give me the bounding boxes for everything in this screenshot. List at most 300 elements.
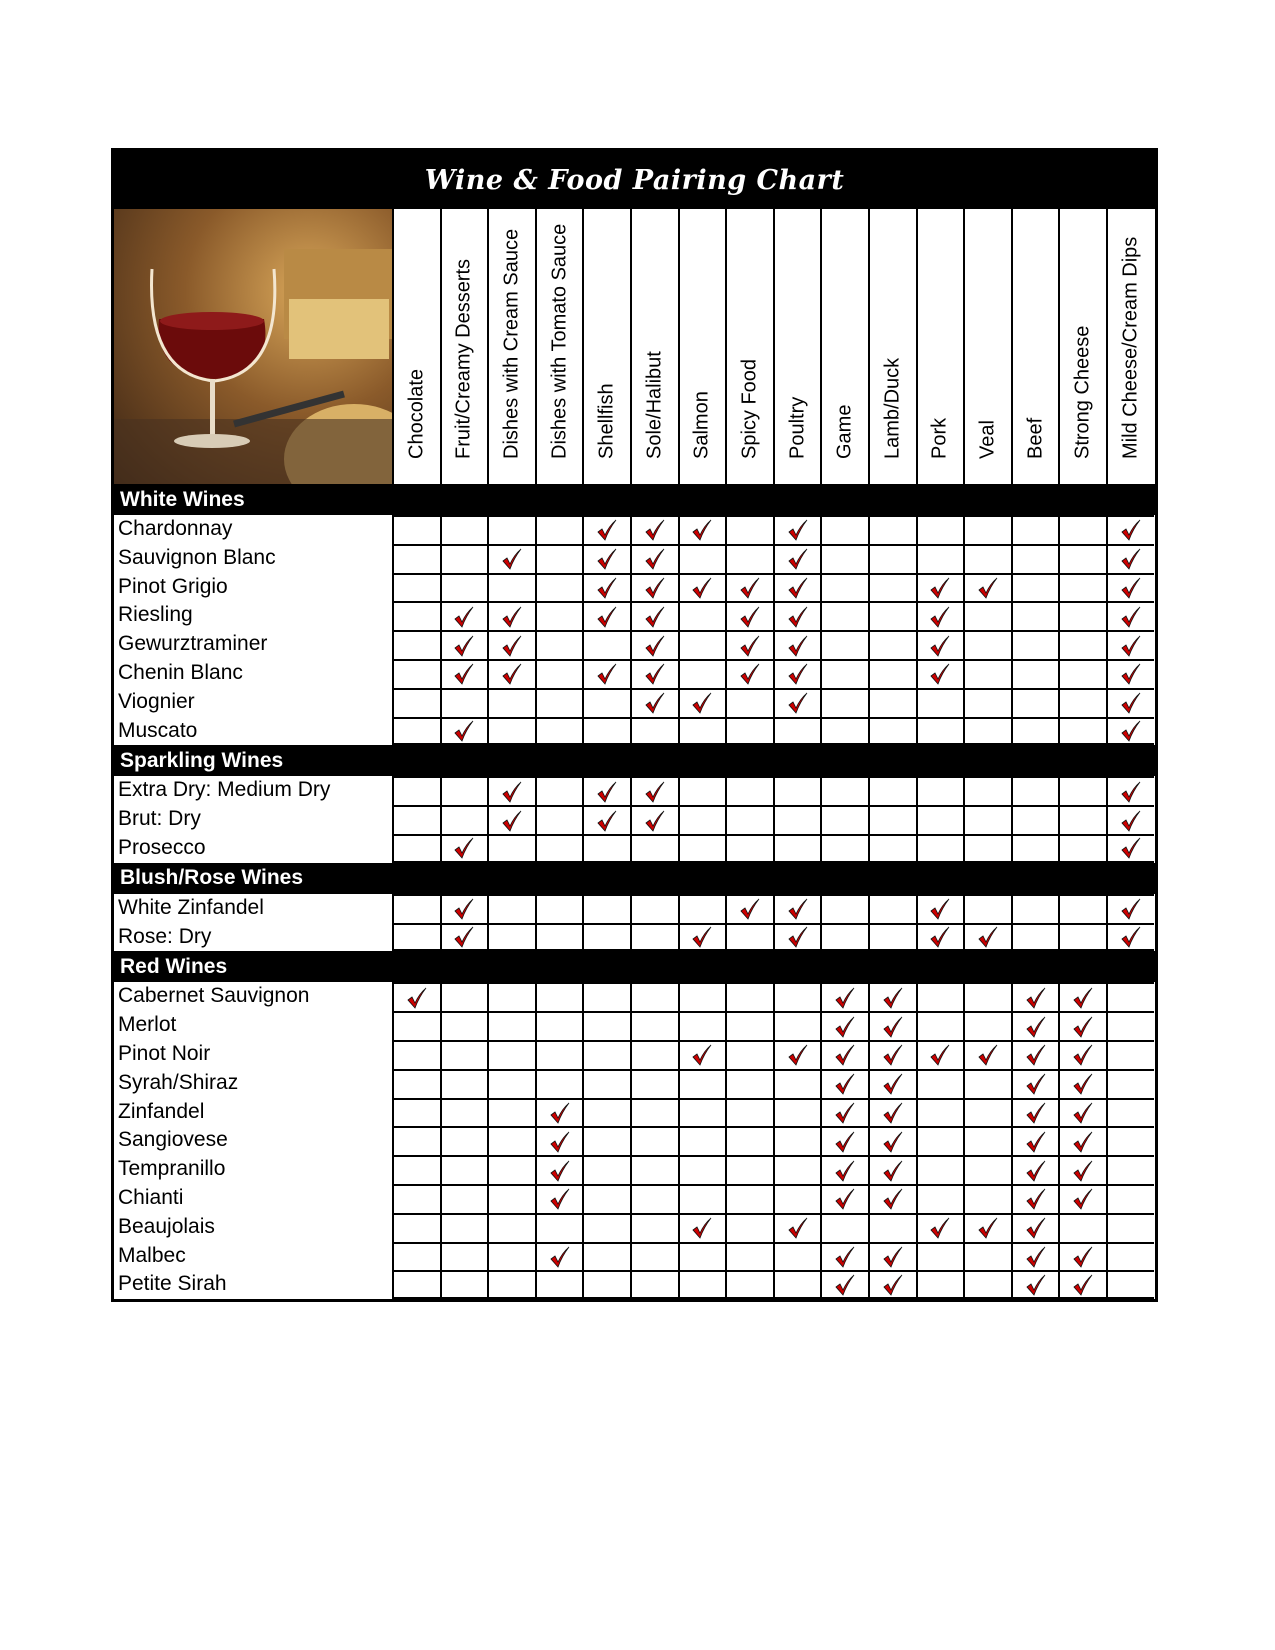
pairing-cell [820,717,868,746]
pairing-cell [582,1011,630,1040]
wine-name: Merlot [118,1013,177,1037]
checkmark-icon [1026,1131,1046,1153]
pairing-cell [392,544,440,573]
pairing-cell [678,1155,726,1184]
pairing-cell [582,659,630,688]
pairing-cell [535,659,583,688]
pairing-cell [392,717,440,746]
pairing-cell [916,923,964,952]
pairing-cell [678,601,726,630]
pairing-cell [630,573,678,602]
checkmark-icon [1121,720,1141,742]
checkmark-icon [550,1246,570,1268]
wine-row-brut-dry [114,805,1155,834]
checkmark-icon [454,926,474,948]
pairing-cell [630,776,678,805]
pairing-cell [868,573,916,602]
pairing-cell [725,1242,773,1271]
pairing-cell [1011,573,1059,602]
pairing-cell [487,601,535,630]
wine-row-viognier [114,688,1155,717]
checkmark-icon [1073,1131,1093,1153]
pairing-cell [440,544,488,573]
pairing-cell [963,982,1011,1011]
pairing-cell [773,1098,821,1127]
checkmark-icon [740,606,760,628]
checkmark-icon [645,692,665,714]
pairing-cell [963,834,1011,863]
checkmark-icon [883,1102,903,1124]
pairing-cell [725,1270,773,1299]
pairing-cell [630,834,678,863]
checkmark-icon [645,810,665,832]
pairing-cell [678,834,726,863]
checkmark-icon [454,720,474,742]
pairing-cell [678,544,726,573]
pairing-cell [630,717,678,746]
pairing-cell [820,1242,868,1271]
food-header-label: Game [833,404,856,459]
pairing-cell [1011,630,1059,659]
wine-rows [114,484,1155,1299]
pairing-cell [535,894,583,923]
wine-row-zinfandel [114,1098,1155,1127]
wine-name: Extra Dry: Medium Dry [118,778,331,802]
wine-row-chardonnay [114,515,1155,544]
pairing-cell [773,1242,821,1271]
pairing-cell [630,601,678,630]
pairing-cell [1011,1270,1059,1299]
pairing-cell [868,1270,916,1299]
wine-name: Chianti [118,1185,184,1209]
pairing-cell [535,717,583,746]
checkmark-icon [1073,1188,1093,1210]
food-header-shellfish [582,209,630,484]
checkmark-icon [1026,1246,1046,1268]
pairing-cell [392,776,440,805]
pairing-cell [916,1184,964,1213]
wine-name: Syrah/Shiraz [118,1070,239,1094]
checkmark-icon [1026,987,1046,1009]
pairing-cell [678,1011,726,1040]
checkmark-icon [645,635,665,657]
pairing-cell [535,601,583,630]
pairing-cell [725,1155,773,1184]
checkmark-icon [645,519,665,541]
pairing-cell [868,923,916,952]
checkmark-icon [788,635,808,657]
checkmark-icon [1073,1274,1093,1296]
pairing-cell [440,515,488,544]
pairing-cell [1058,1213,1106,1242]
pairing-cell [487,982,535,1011]
pairing-cell [535,1270,583,1299]
pairing-cell [1058,688,1106,717]
wine-row-rose-dry [114,923,1155,952]
checkmark-icon [1121,837,1141,859]
wine-name: White Zinfandel [118,895,264,919]
pairing-cell [820,834,868,863]
wine-row-gewurztraminer [114,630,1155,659]
pairing-cell [916,805,964,834]
checkmark-icon [930,606,950,628]
pairing-cell [535,630,583,659]
pairing-cell [773,1155,821,1184]
pairing-cell [582,688,630,717]
pairing-cell [916,776,964,805]
pairing-cell [582,1155,630,1184]
pairing-cell [820,923,868,952]
pairing-cell [725,894,773,923]
food-header-lamb-duck [868,209,916,484]
checkmark-icon [835,1044,855,1066]
pairing-cell [820,544,868,573]
pairing-cell [725,573,773,602]
checkmark-icon [740,635,760,657]
pairing-cell [1011,1213,1059,1242]
pairing-cell [916,544,964,573]
pairing-cell [820,573,868,602]
pairing-cell [678,1184,726,1213]
food-header-strong-cheese [1058,209,1106,484]
pairing-cell [725,1213,773,1242]
pairing-cell [820,1184,868,1213]
pairing-cell [1106,1155,1154,1184]
wine-row-pinot-grigio [114,573,1155,602]
pairing-cell [392,630,440,659]
pairing-cell [916,1040,964,1069]
pairing-cell [392,601,440,630]
checkmark-icon [835,1274,855,1296]
food-header-chocolate [392,209,440,484]
checkmark-icon [454,837,474,859]
pairing-cell [487,688,535,717]
pairing-cell [678,1069,726,1098]
pairing-cell [916,601,964,630]
pairing-cell [630,1011,678,1040]
pairing-cell [582,717,630,746]
pairing-cell [678,1213,726,1242]
pairing-cell [916,982,964,1011]
pairing-cell [392,1242,440,1271]
checkmark-icon [978,1044,998,1066]
pairing-cell [487,1213,535,1242]
wine-row-tempranillo [114,1155,1155,1184]
wine-name: Zinfandel [118,1099,205,1123]
pairing-cell [725,1011,773,1040]
header-row [114,209,1155,484]
pairing-cell [1106,1098,1154,1127]
pairing-cell [582,1184,630,1213]
pairing-cell [582,1242,630,1271]
pairing-cell [820,1155,868,1184]
pairing-cell [773,1213,821,1242]
checkmark-icon [502,810,522,832]
pairing-cell [487,894,535,923]
checkmark-icon [883,1131,903,1153]
pairing-cell [773,544,821,573]
pairing-cell [582,630,630,659]
wine-row-beaujolais [114,1213,1155,1242]
pairing-cell [1058,659,1106,688]
food-header-label: Mild Cheese/Cream Dips [1119,236,1142,459]
pairing-cell [535,834,583,863]
pairing-cell [963,515,1011,544]
pairing-cell [1011,1242,1059,1271]
pairing-cell [868,805,916,834]
pairing-cell [1011,1011,1059,1040]
pairing-cell [820,1040,868,1069]
wine-name: Prosecco [118,835,206,859]
checkmark-icon [930,1217,950,1239]
checkmark-icon [788,606,808,628]
pairing-cell [582,601,630,630]
pairing-cell [820,1011,868,1040]
pairing-cell [773,894,821,923]
checkmark-icon [597,606,617,628]
pairing-cell [440,1011,488,1040]
pairing-cell [1106,894,1154,923]
food-header-label: Lamb/Duck [881,357,904,459]
pairing-cell [868,1069,916,1098]
pairing-cell [916,1011,964,1040]
pairing-cell [773,717,821,746]
pairing-cell [963,717,1011,746]
pairing-cell [487,1069,535,1098]
checkmark-icon [692,519,712,541]
pairing-cell [725,982,773,1011]
checkmark-icon [1026,1044,1046,1066]
pairing-cell [773,923,821,952]
pairing-cell [868,544,916,573]
pairing-cell [535,1184,583,1213]
pairing-cell [630,1242,678,1271]
pairing-cell [773,630,821,659]
wine-row-prosecco [114,834,1155,863]
pairing-cell [1106,776,1154,805]
pairing-cell [440,1040,488,1069]
wine-name: Tempranillo [118,1157,226,1181]
chart-title: Wine & Food Pairing Chart [114,151,1155,209]
pairing-cell [487,834,535,863]
pairing-cell [582,1098,630,1127]
checkmark-icon [1026,1188,1046,1210]
pairing-cell [1106,1242,1154,1271]
pairing-cell [678,1098,726,1127]
checkmark-icon [1121,635,1141,657]
checkmark-icon [1121,663,1141,685]
pairing-cell [630,1098,678,1127]
wine-row-malbec [114,1242,1155,1271]
checkmark-icon [740,663,760,685]
pairing-cell [773,515,821,544]
pairing-cell [630,894,678,923]
food-header-label: Sole/Halibut [643,351,666,459]
pairing-cell [1106,982,1154,1011]
wine-name: Muscato [118,718,198,742]
pairing-cell [1058,834,1106,863]
pairing-cell [1058,1270,1106,1299]
pairing-cell [1106,601,1154,630]
pairing-cell [392,982,440,1011]
pairing-cell [725,1069,773,1098]
food-header-label: Dishes with Cream Sauce [500,228,523,459]
pairing-cell [630,659,678,688]
pairing-cell [1011,982,1059,1011]
checkmark-icon [930,898,950,920]
pairing-cell [392,1126,440,1155]
pairing-cell [1106,630,1154,659]
food-header-label: Veal [976,420,999,459]
pairing-cell [868,601,916,630]
checkmark-icon [835,1016,855,1038]
pairing-cell [1058,544,1106,573]
wine-name: Beaujolais [118,1214,215,1238]
pairing-cell [1058,573,1106,602]
pairing-cell [582,573,630,602]
pairing-cell [535,1242,583,1271]
pairing-cell [820,805,868,834]
pairing-cell [535,1040,583,1069]
checkmark-icon [930,577,950,599]
pairing-cell [1058,717,1106,746]
pairing-cell [1106,1270,1154,1299]
pairing-cell [963,544,1011,573]
pairing-cell [725,1184,773,1213]
pairing-cell [963,1011,1011,1040]
pairing-cell [916,717,964,746]
pairing-cell [773,573,821,602]
food-header-beef [1011,209,1059,484]
checkmark-icon [645,548,665,570]
checkmark-icon [692,577,712,599]
wine-row-merlot [114,1011,1155,1040]
checkmark-icon [550,1160,570,1182]
checkmark-icon [883,1160,903,1182]
wine-row-syrah-shiraz [114,1069,1155,1098]
pairing-cell [582,805,630,834]
pairing-cell [1106,1040,1154,1069]
pairing-cell [582,776,630,805]
pairing-cell [1011,515,1059,544]
pairing-cell [440,1126,488,1155]
wine-row-cabernet-sauvignon [114,982,1155,1011]
checkmark-icon [978,926,998,948]
pairing-cell [678,717,726,746]
wine-name: Sangiovese [118,1128,228,1152]
wine-name: Cabernet Sauvignon [118,984,310,1008]
wine-name: Sauvignon Blanc [118,545,276,569]
checkmark-icon [550,1131,570,1153]
wine-row-sauvignon-blanc [114,544,1155,573]
wine-row-white-zinfandel [114,894,1155,923]
wine-row-muscato [114,717,1155,746]
pairing-cell [440,776,488,805]
pairing-cell [630,1155,678,1184]
pairing-cell [440,1242,488,1271]
checkmark-icon [930,635,950,657]
checkmark-icon [883,1188,903,1210]
pairing-cell [725,601,773,630]
pairing-cell [1011,894,1059,923]
pairing-cell [440,688,488,717]
pairing-cell [1011,834,1059,863]
pairing-cell [1058,982,1106,1011]
checkmark-icon [835,1131,855,1153]
checkmark-icon [883,987,903,1009]
pairing-cell [820,982,868,1011]
pairing-cell [487,1011,535,1040]
pairing-cell [916,1126,964,1155]
pairing-cell [1106,688,1154,717]
pairing-cell [440,573,488,602]
pairing-cell [868,1040,916,1069]
pairing-cell [1058,1040,1106,1069]
pairing-cell [725,659,773,688]
pairing-cell [916,1155,964,1184]
pairing-cell [963,1126,1011,1155]
pairing-cell [440,923,488,952]
checkmark-icon [454,663,474,685]
checkmark-icon [978,577,998,599]
pairing-cell [963,776,1011,805]
pairing-cell [868,717,916,746]
pairing-cell [392,1184,440,1213]
pairing-cell [1106,1213,1154,1242]
pairing-cell [678,1242,726,1271]
checkmark-icon [883,1073,903,1095]
pairing-cell [916,1098,964,1127]
pairing-cell [868,1126,916,1155]
checkmark-icon [597,781,617,803]
checkmark-icon [1121,577,1141,599]
pairing-cell [1011,1155,1059,1184]
checkmark-icon [502,606,522,628]
checkmark-icon [1121,898,1141,920]
checkmark-icon [1121,810,1141,832]
pairing-cell [1058,1184,1106,1213]
pairing-cell [440,601,488,630]
checkmark-icon [835,1073,855,1095]
checkmark-icon [788,1217,808,1239]
checkmark-icon [788,548,808,570]
checkmark-icon [1026,1274,1046,1296]
pairing-cell [963,894,1011,923]
pairing-cell [1058,805,1106,834]
pairing-cell [820,776,868,805]
pairing-cell [678,515,726,544]
pairing-cell [820,630,868,659]
pairing-cell [1011,688,1059,717]
wine-row-sangiovese [114,1126,1155,1155]
pairing-cell [1058,1011,1106,1040]
checkmark-icon [883,1246,903,1268]
checkmark-icon [883,1274,903,1296]
pairing-cell [440,717,488,746]
wine-name: Brut: Dry [118,807,201,831]
food-header-label: Dishes with Tomato Sauce [548,223,571,459]
checkmark-icon [1121,548,1141,570]
checkmark-icon [692,926,712,948]
pairing-cell [820,1098,868,1127]
checkmark-icon [597,577,617,599]
pairing-cell [582,894,630,923]
pairing-cell [630,1126,678,1155]
checkmark-icon [740,898,760,920]
checkmark-icon [1073,1073,1093,1095]
pairing-cell [1011,717,1059,746]
pairing-cell [392,1270,440,1299]
